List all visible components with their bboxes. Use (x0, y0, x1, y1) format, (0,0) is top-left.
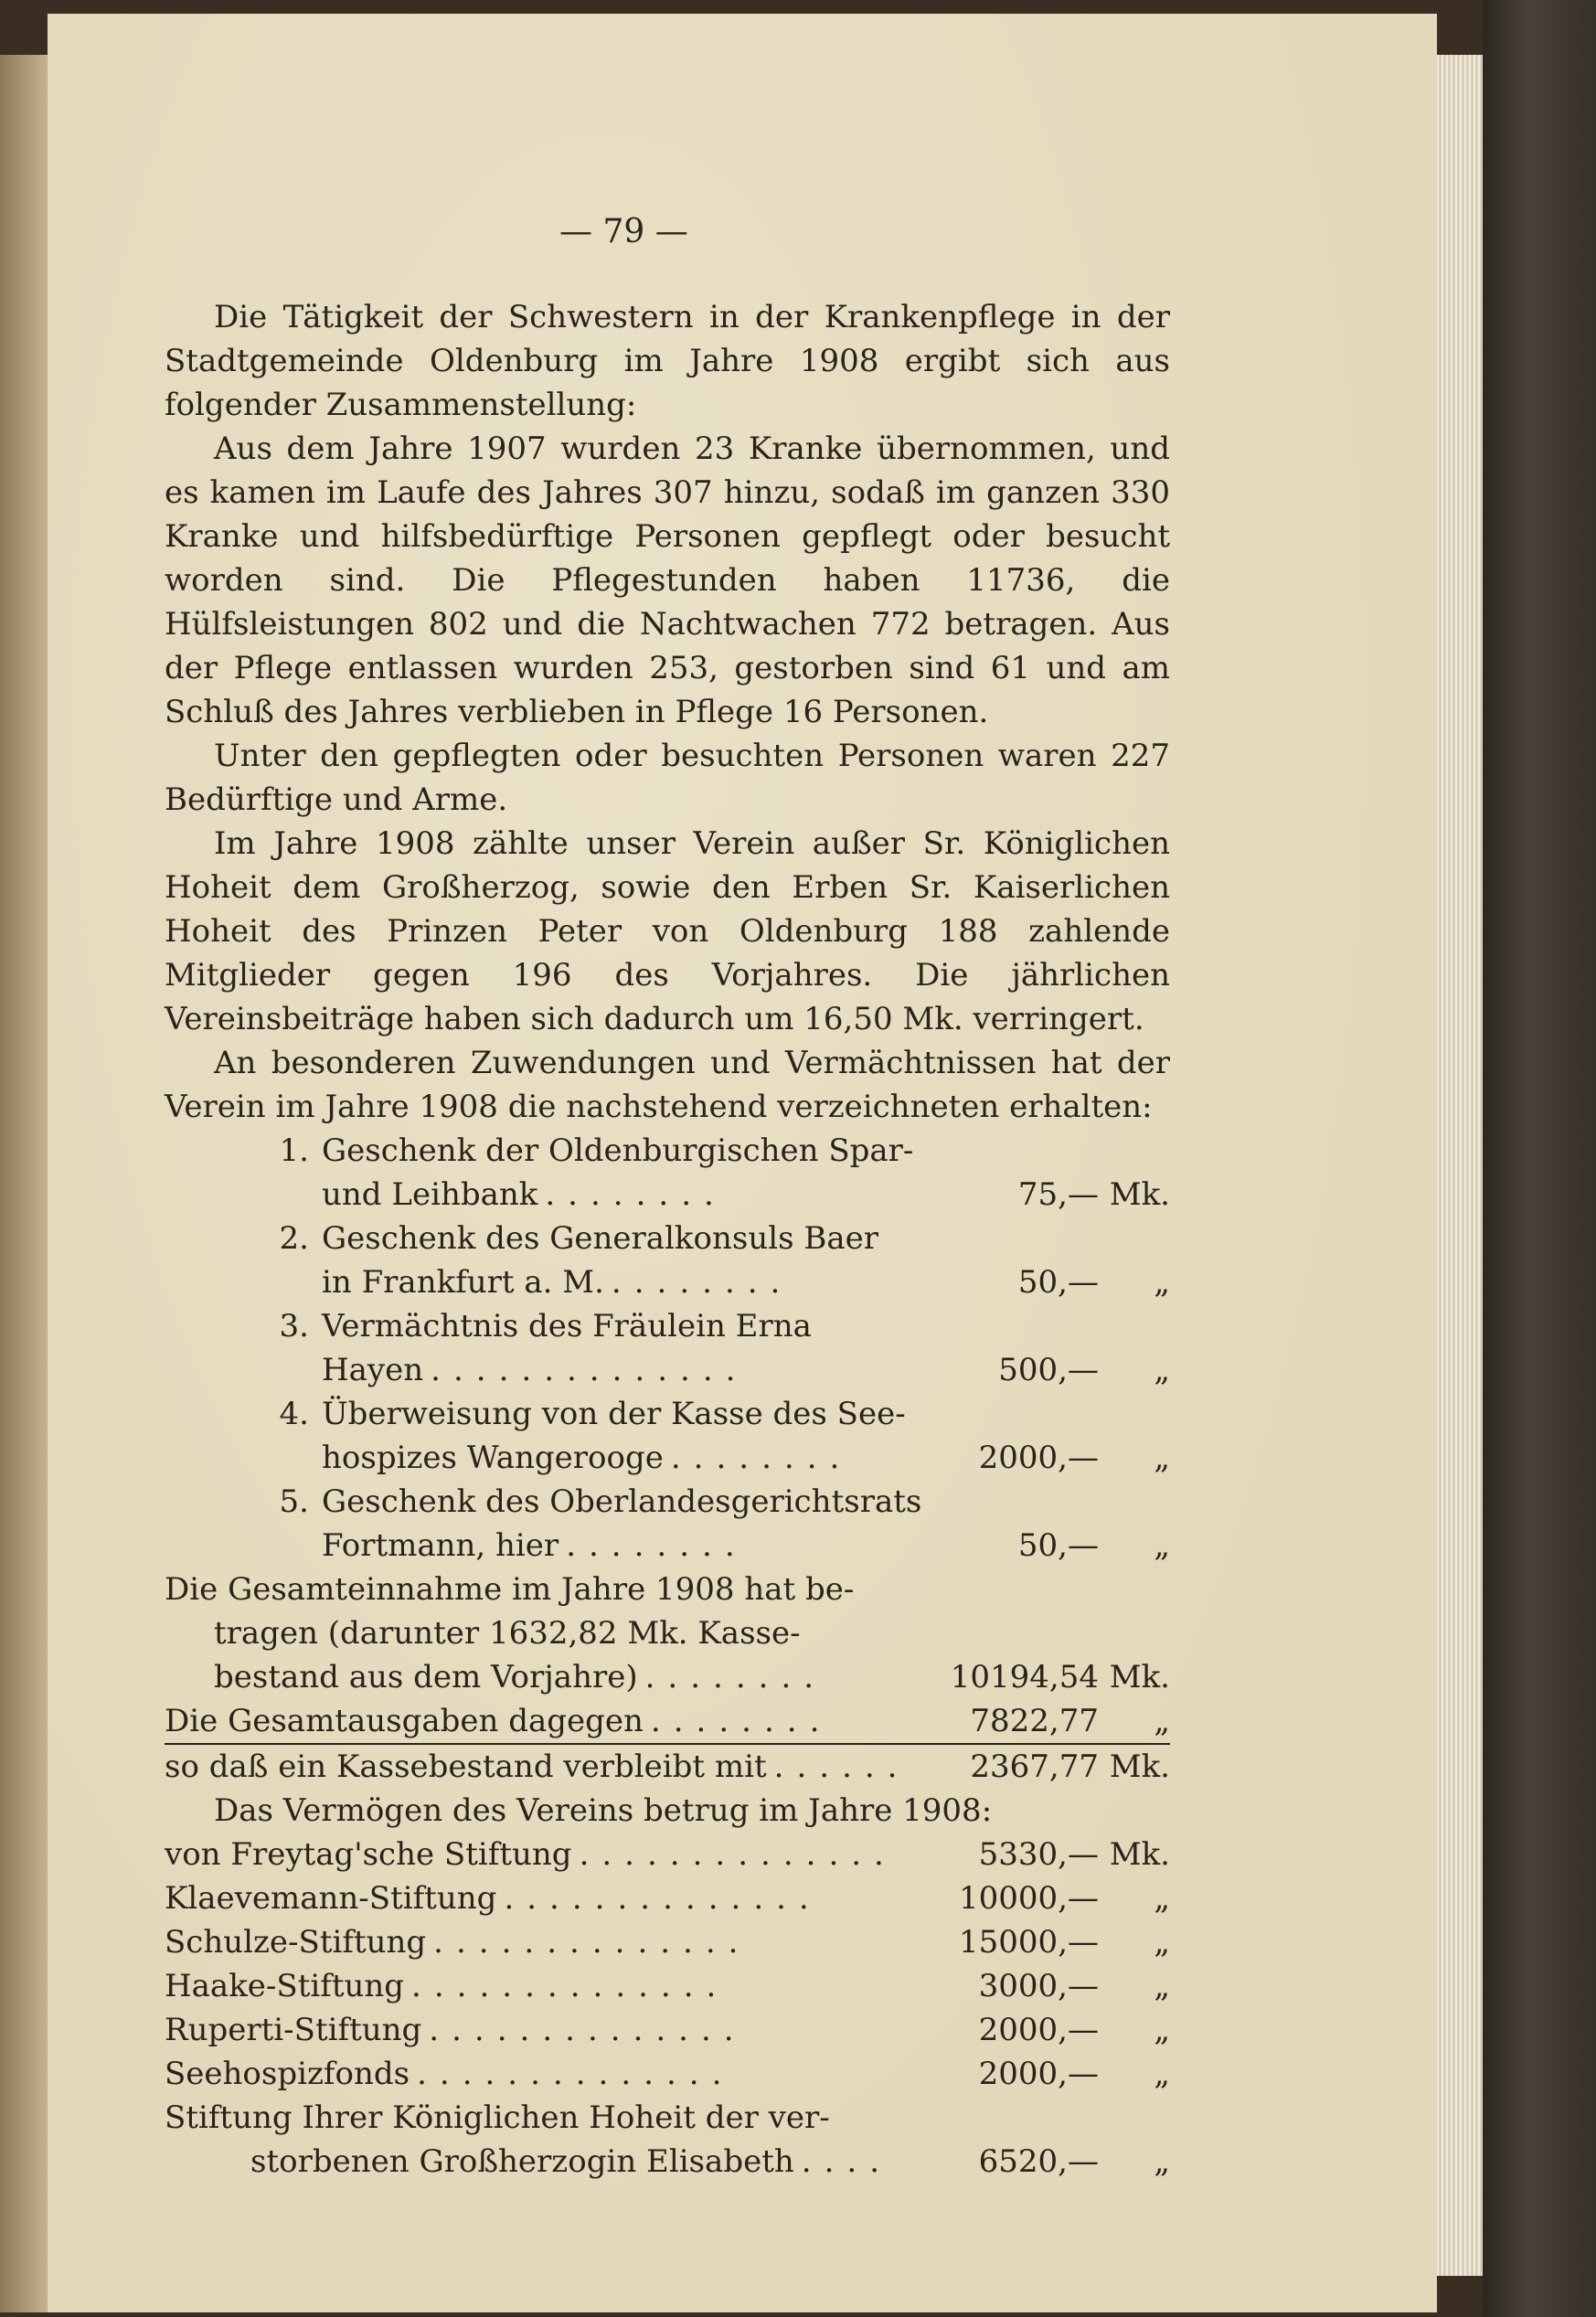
income-row: Die Gesamteinnahme im Jahre 1908 hat be- tragen (darunter 1632,82 Mk. Kasse- bestand aus dem Vorjahre) ........ 10194,54 Mk. (165, 1571, 1170, 1695)
balance-row: so daß ein Kassebestand verbleibt mit ...... 2367,77 Mk. (165, 1748, 1170, 1785)
paragraph: Aus dem Jahre 1907 wurden 23 Kranke übernommen, und es kamen im Laufe des Jahres 307 hinzu, sodaß im ganzen 330 Kranke und hilfsbedürftige Personen gepflegt oder besucht worden sind. Die Pflegestunden haben 11736, die Hülfsleistungen 802 und die Nachtwachen 772 betragen. Aus der Pflege entlassen wurden 253, gestorben sind 61 und am Schluß des Jahres verblieben in Pflege 16 Personen. (165, 430, 1170, 730)
expenses-row: Die Gesamtausgaben dagegen ........ 7822,77 „ (165, 1699, 1170, 1745)
list-item: 5. Geschenk des Oberlandesgerichtsrats Fortmann, hier ........ 50,— „ (279, 1483, 1170, 1564)
page-stack-edge (1437, 55, 1483, 2276)
list-item: 4. Überweisung von der Kasse des See- hospizes Wangerooge ........ 2000,— „ (279, 1396, 1170, 1476)
donation-list (165, 1129, 1170, 1568)
paragraph: Im Jahre 1908 zählte unser Verein außer Sr. Königlichen Hoheit dem Großherzog, sowie den Erben Sr. Kaiserlichen Hoheit des Prinzen Peter von Oldenburg 188 zahlende Mitglieder gegen 196 des Vorjahres. Die jährlichen Vereinsbeiträge haben sich dadurch um 16,50 Mk. verringert. (165, 825, 1170, 1037)
list-item: von Freytag'sche Stiftung .............. 5330,— Mk. (165, 1836, 1170, 1873)
page-number: — 79 — (559, 213, 688, 250)
book-page (48, 14, 1437, 2312)
list-item: Seehospizfonds .............. 2000,— „ (165, 2056, 1170, 2092)
list-item: Klaevemann-Stiftung .............. 10000,— „ (165, 1880, 1170, 1917)
list-item: Schulze-Stiftung .............. 15000,— „ (165, 1924, 1170, 1961)
paragraph: An besonderen Zuwendungen und Vermächtnissen hat der Verein im Jahre 1908 die nachstehend verzeichneten erhalten: (165, 1045, 1170, 1125)
list-item: 3. Vermächtnis des Fräulein Erna Hayen .............. 500,— „ (279, 1308, 1170, 1388)
list-item: 2. Geschenk des Generalkonsuls Baer in Frankfurt a. M. ........ 50,— „ (279, 1220, 1170, 1301)
assets-heading: Das Vermögen des Vereins betrug im Jahre 1908: (214, 1792, 993, 1829)
paragraph: Unter den gepflegten oder besuchten Personen waren 227 Bedürftige und Arme. (165, 738, 1170, 818)
list-item: 1. Geschenk der Oldenburgischen Spar- und Leihbank ........ 75,— Mk. (279, 1132, 1170, 1213)
paragraph: Die Tätigkeit der Schwestern in der Krankenpflege in der Stadtgemeinde Oldenburg im Jahre 1908 ergibt sich aus folgender Zusammenstellung: (165, 299, 1170, 423)
facing-page-edge (0, 55, 48, 2312)
book-cover-edge (1483, 0, 1596, 2317)
body-text (165, 295, 1170, 2184)
list-item: Haake-Stiftung .............. 3000,— „ (165, 1968, 1170, 2004)
assets-list (165, 1833, 1170, 2184)
list-item: Stiftung Ihrer Königlichen Hoheit der ver- storbenen Großherzogin Elisabeth .... 6520,— „ (165, 2099, 1170, 2180)
list-item: Ruperti-Stiftung .............. 2000,— „ (165, 2012, 1170, 2048)
